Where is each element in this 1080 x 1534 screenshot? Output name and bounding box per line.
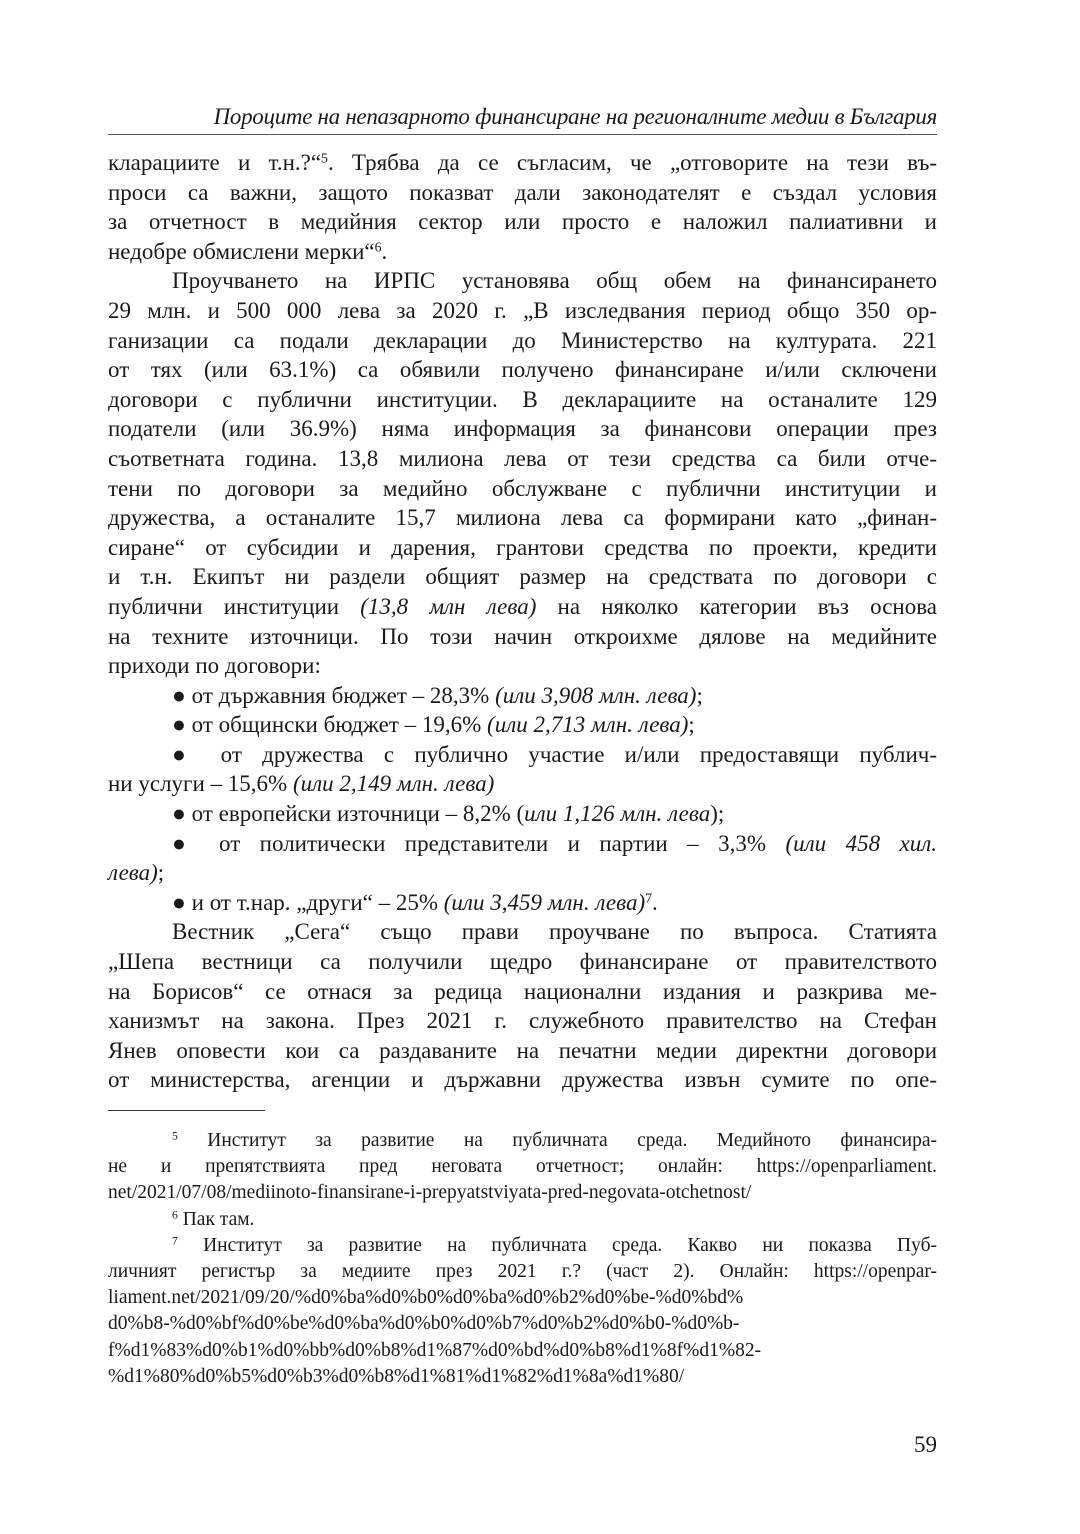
footnote-line — [108, 1207, 937, 1233]
running-header: Пороците на непазарното финансиране на регионалните медии в България — [213, 104, 937, 129]
body-line — [108, 799, 937, 829]
text-segment: съответната година. 13,8 милиона лева от тези средства са били отче- — [108, 445, 937, 471]
text-segment: и т.н. Екипът ни раздели общият размер на средствата по договори с — [108, 564, 937, 590]
text-segment: кларациите и т.н.?“ — [108, 150, 322, 175]
text-segment: податели (или 36.9%) няма информация за финансови операции през — [108, 416, 937, 442]
text-segment: ● от дружества с публично участие и/или предоставящи публич- — [172, 741, 937, 767]
body-line — [108, 917, 937, 947]
body-line — [108, 562, 937, 592]
body-line — [108, 592, 937, 622]
italic-text: (или 458 хил. — [785, 830, 937, 856]
body-line — [108, 977, 937, 1007]
body-line — [108, 148, 937, 178]
text-segment: „Шепа вестници са получили щедро финансиране от правителството — [108, 949, 937, 975]
body-line — [108, 681, 937, 711]
text-segment: тени по договори за медийно обслужване с публични институции и — [108, 475, 937, 501]
text-segment: 29 млн. и 500 000 лева за 2020 г. „В изследвания период общо 350 ор- — [108, 297, 937, 323]
body-line — [108, 178, 937, 208]
text-segment: Пак там. — [177, 1208, 255, 1230]
text-segment: не и препятствията пред неговата отчетност; онлайн: https://openparliament. — [108, 1156, 937, 1178]
text-segment: договори с публични институции. В декларациите на останалите 129 — [108, 386, 937, 412]
body-line — [108, 947, 937, 977]
footnote-line — [108, 1285, 937, 1311]
footnote-line — [108, 1180, 937, 1206]
text-segment: ); — [710, 801, 725, 827]
italic-text: (13,8 млн лева) — [360, 593, 537, 619]
footnote-reference: 5 — [321, 150, 328, 166]
body-line — [108, 266, 937, 296]
body-line — [108, 710, 937, 740]
text-segment: Институт за развитие на публичната среда. Какво ни показва Пуб- — [177, 1234, 937, 1256]
body-line — [108, 207, 937, 237]
footnote-line — [108, 1311, 937, 1337]
text-segment: публични институции — [108, 593, 361, 619]
body-line — [108, 326, 937, 356]
text-segment: ● и от т.нар. „други“ – 25% — [172, 889, 444, 915]
italic-text: (или 3,459 млн. лева) — [443, 889, 646, 915]
body-text — [108, 148, 937, 1095]
text-segment: ; — [696, 682, 703, 708]
footnote-line — [108, 1338, 937, 1364]
text-segment: на няколко категории въз основа — [536, 593, 938, 619]
footnote-divider — [108, 1110, 265, 1111]
body-line — [108, 1006, 937, 1036]
text-segment: Янев оповести кои са раздаваните на печатни медии директни договори — [108, 1037, 937, 1063]
text-segment: net/2021/07/08/mediinoto-finansirane-i-prepyatstviyata-pred-negovata-otchetnost/ — [108, 1182, 752, 1204]
text-segment: Институт за развитие на публичната среда. Медийното финансира- — [177, 1130, 937, 1151]
text-segment: ● от държавния бюджет – 28,3% — [172, 682, 496, 708]
body-line — [108, 888, 937, 918]
body-line — [108, 444, 937, 474]
italic-text: или 1,126 млн. лева — [524, 801, 711, 827]
footnote-reference: 5 — [172, 1129, 178, 1143]
footnote-reference: 6 — [172, 1208, 178, 1222]
page-number: 59 — [914, 1432, 937, 1457]
text-segment: ; — [688, 712, 695, 738]
footnote-reference: 7 — [645, 890, 653, 906]
body-line — [108, 829, 937, 859]
text-segment: ● от европейски източници – 8,2% ( — [172, 801, 525, 827]
body-line — [108, 385, 937, 415]
text-segment: на Борисов“ се отнася за редица национални издания и разкрива ме- — [108, 978, 937, 1004]
italic-text: (или 3,908 млн. лева) — [495, 682, 697, 708]
body-line — [108, 296, 937, 326]
body-line — [108, 1036, 937, 1066]
body-line — [108, 1065, 937, 1095]
text-segment: . Трябва да се съгласим, че „отговорите на тези въ- — [327, 150, 937, 175]
body-line — [108, 355, 937, 385]
body-line — [108, 622, 937, 652]
footnote-line — [108, 1364, 937, 1390]
body-line — [108, 474, 937, 504]
body-line — [108, 533, 937, 563]
text-segment: от министерства, агенции и държавни дружества извън сумите по опе- — [108, 1067, 937, 1093]
text-segment: Вестник „Сега“ също прави проучване по въпроса. Статията — [172, 919, 937, 945]
body-line — [108, 503, 937, 533]
body-line — [108, 414, 937, 444]
text-segment: Проучването на ИРПС установява общ обем на финансирането — [172, 268, 937, 294]
text-segment: . — [381, 238, 388, 264]
header-divider — [108, 134, 937, 135]
footnote-line — [108, 1154, 937, 1180]
text-segment: ● от общински бюджет – 19,6% — [172, 712, 488, 738]
body-line — [108, 237, 937, 267]
footnotes — [108, 1128, 937, 1390]
text-segment: . — [652, 889, 658, 915]
italic-text: (или 2,713 млн. лева) — [487, 712, 689, 738]
italic-text: (или 2,149 млн. лева) — [292, 771, 495, 797]
body-line — [108, 858, 937, 888]
text-segment: d0%b8-%d0%bf%d0%be%d0%ba%d0%b0%d0%b7%d0%b2%d0%b0-%d0%b- — [108, 1313, 740, 1335]
text-segment: личният регистър за медиите през 2021 г.? (част 2). Онлайн: https://openpar- — [108, 1261, 937, 1283]
text-segment: %d1%80%d0%b5%d0%b3%d0%b8%d1%81%d1%82%d1%8a%d1%80/ — [108, 1365, 685, 1387]
text-segment: liament.net/2021/09/20/%d0%ba%d0%b0%d0%ba%d0%b2%d0%be-%d0%bd% — [108, 1287, 744, 1309]
body-line — [108, 769, 937, 799]
body-line — [108, 740, 937, 770]
text-segment: на техните източници. По този начин откроихме дялове на медийните — [108, 623, 937, 649]
text-segment: приходи по договори: — [108, 653, 321, 679]
italic-text: лева) — [108, 860, 158, 886]
footnote-line — [108, 1233, 937, 1259]
text-segment: проси са важни, защото показват дали законодателят е създал условия — [108, 179, 937, 205]
text-segment: за отчетност в медийния сектор или просто е наложил палиативни и — [108, 209, 937, 235]
text-segment: сиране“ от субсидии и дарения, грантови средства по проекти, кредити — [108, 534, 937, 560]
footnote-line — [108, 1128, 937, 1154]
text-segment: f%d1%83%d0%b1%d0%bb%d0%b8%d1%87%d0%bd%d0%b8%d1%8f%d1%82- — [108, 1339, 762, 1361]
text-segment: от тях (или 63.1%) са обявили получено финансиране и/или сключени — [108, 357, 937, 383]
footnote-line — [108, 1259, 937, 1285]
footnote-reference: 6 — [374, 239, 382, 255]
body-line — [108, 651, 937, 681]
footnote-reference: 7 — [172, 1234, 178, 1248]
text-segment: дружества, а останалите 15,7 милиона лева са формирани като „финан- — [108, 505, 937, 531]
text-segment: ● от политически представители и партии – 3,3% — [172, 830, 786, 856]
text-segment: ни услуги – 15,6% — [108, 771, 293, 797]
text-segment: ; — [157, 860, 165, 886]
text-segment: ганизации са подали декларации до Министерство на културата. 221 — [108, 327, 937, 353]
text-segment: ханизмът на закона. През 2021 г. служебното правителство на Стефан — [108, 1008, 937, 1034]
text-segment: недобре обмислени мерки“ — [108, 238, 375, 264]
